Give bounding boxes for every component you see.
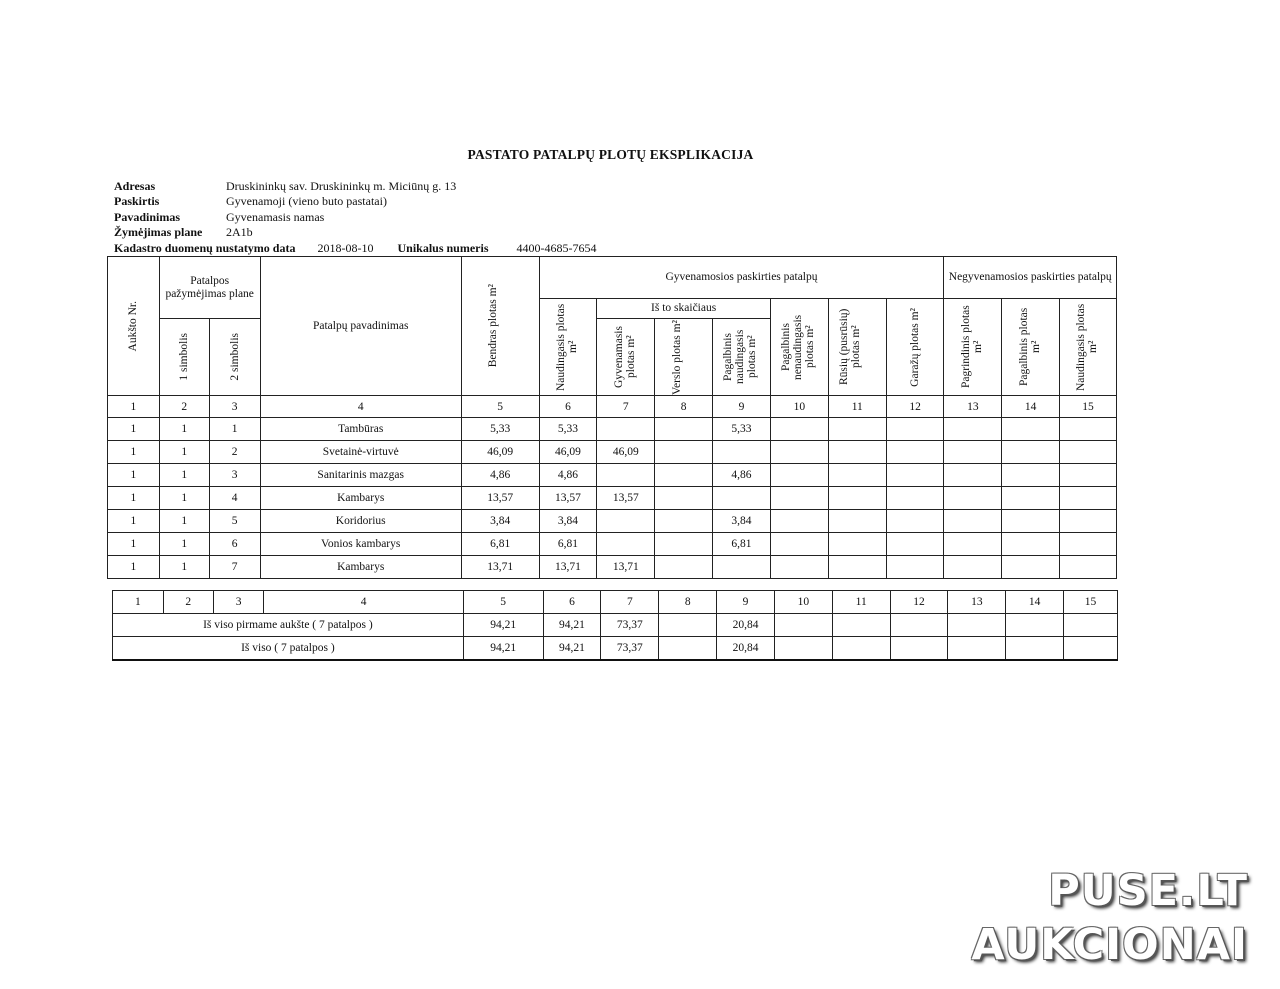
column-number: 14 bbox=[1006, 591, 1064, 614]
table-cell: Vonios kambarys bbox=[260, 533, 461, 556]
purpose-label: Paskirtis bbox=[114, 194, 160, 209]
table-cell bbox=[886, 418, 944, 441]
summary-table bbox=[112, 590, 1118, 661]
header-aux-area: Pagalbinis plotas m² bbox=[1002, 299, 1060, 396]
table-cell: 1 bbox=[108, 418, 160, 441]
summary-cell: 73,37 bbox=[601, 637, 659, 661]
table-cell bbox=[828, 487, 886, 510]
column-number: 9 bbox=[717, 591, 775, 614]
table-cell: 13,71 bbox=[539, 556, 597, 579]
name-value: Gyvenamasis namas bbox=[226, 209, 325, 224]
column-number: 3 bbox=[209, 396, 260, 418]
header-symbol-2: 2 simbolis bbox=[209, 319, 260, 396]
table-cell bbox=[1002, 510, 1060, 533]
table-cell: 4,86 bbox=[713, 464, 771, 487]
column-number: 13 bbox=[948, 591, 1006, 614]
header-room-name: Patalpų pavadinimas bbox=[260, 257, 461, 396]
summary-first-floor-row bbox=[113, 614, 1118, 637]
table-cell: Kambarys bbox=[260, 556, 461, 579]
table-row bbox=[108, 510, 1117, 533]
column-number: 14 bbox=[1002, 396, 1060, 418]
column-number: 15 bbox=[1060, 396, 1117, 418]
watermark-line-1: PUSE.LT bbox=[1048, 866, 1248, 916]
table-cell bbox=[944, 556, 1002, 579]
header-aux-useful: Pagalbinis naudingasis plotas m² bbox=[713, 319, 771, 396]
column-number-row bbox=[108, 396, 1117, 418]
table-cell: 1 bbox=[108, 487, 160, 510]
header-useful-area-2: Naudingasis plotas m² bbox=[1060, 299, 1117, 396]
table-cell: 5,33 bbox=[713, 418, 771, 441]
table-cell bbox=[597, 418, 655, 441]
summary-cell: 20,84 bbox=[717, 637, 775, 661]
summary-cell: 94,21 bbox=[543, 614, 601, 637]
column-number: 10 bbox=[774, 591, 832, 614]
header-main-area: Pagrindinis plotas m² bbox=[944, 299, 1002, 396]
table-row bbox=[108, 464, 1117, 487]
summary-cell bbox=[1064, 614, 1118, 637]
column-number: 4 bbox=[260, 396, 461, 418]
table-cell bbox=[886, 533, 944, 556]
summary-cell bbox=[1006, 614, 1064, 637]
header-garage: Garažų plotas m² bbox=[886, 299, 944, 396]
table-cell bbox=[886, 441, 944, 464]
table-cell bbox=[770, 464, 828, 487]
header-business-area: Verslo plotas m² bbox=[655, 319, 713, 396]
unique-number-label: Unikalus numeris bbox=[397, 240, 489, 255]
table-cell bbox=[655, 510, 713, 533]
table-cell: 2 bbox=[209, 441, 260, 464]
table-cell bbox=[828, 441, 886, 464]
table-cell bbox=[886, 464, 944, 487]
table-cell bbox=[597, 533, 655, 556]
table-cell: 1 bbox=[108, 510, 160, 533]
table-cell: 1 bbox=[159, 487, 209, 510]
table-cell bbox=[655, 487, 713, 510]
summary-first-floor-label: Iš viso pirmame aukšte ( 7 patalpos ) bbox=[113, 614, 464, 637]
summary-cell: 73,37 bbox=[601, 614, 659, 637]
table-cell bbox=[1002, 441, 1060, 464]
table-cell: 1 bbox=[209, 418, 260, 441]
table-cell: Tambūras bbox=[260, 418, 461, 441]
table-cell bbox=[1002, 556, 1060, 579]
summary-total-label: Iš viso ( 7 patalpos ) bbox=[113, 637, 464, 661]
column-number: 5 bbox=[461, 396, 539, 418]
column-number: 11 bbox=[828, 396, 886, 418]
table-cell bbox=[770, 487, 828, 510]
table-cell: 5,33 bbox=[461, 418, 539, 441]
table-cell: 1 bbox=[159, 418, 209, 441]
summary-cell: 94,21 bbox=[463, 614, 543, 637]
table-cell bbox=[944, 441, 1002, 464]
table-cell bbox=[597, 464, 655, 487]
column-number: 12 bbox=[886, 396, 944, 418]
column-number: 11 bbox=[832, 591, 890, 614]
table-cell: 6,81 bbox=[713, 533, 771, 556]
unique-number-value: 4400-4685-7654 bbox=[516, 240, 597, 255]
summary-cell bbox=[1006, 637, 1064, 661]
table-cell bbox=[713, 556, 771, 579]
document-title: PASTATO PATALPŲ PLOTŲ EKSPLIKACIJA bbox=[467, 147, 754, 162]
table-cell bbox=[1060, 510, 1117, 533]
header-floor-number: Aukšto Nr. bbox=[108, 257, 160, 396]
column-number: 4 bbox=[264, 591, 463, 614]
column-number: 8 bbox=[655, 396, 713, 418]
summary-cell bbox=[774, 637, 832, 661]
summary-total-row bbox=[113, 637, 1118, 661]
table-row bbox=[108, 418, 1117, 441]
table-cell bbox=[770, 441, 828, 464]
column-number: 13 bbox=[944, 396, 1002, 418]
table-cell: 3,84 bbox=[461, 510, 539, 533]
table-cell bbox=[1002, 418, 1060, 441]
table-cell: 6,81 bbox=[539, 533, 597, 556]
table-cell: Svetainė-virtuvė bbox=[260, 441, 461, 464]
table-cell: 5,33 bbox=[539, 418, 597, 441]
table-cell bbox=[1060, 464, 1117, 487]
table-cell bbox=[828, 418, 886, 441]
table-cell bbox=[770, 533, 828, 556]
table-cell: 13,57 bbox=[597, 487, 655, 510]
table-cell: 1 bbox=[108, 441, 160, 464]
summary-cell bbox=[659, 614, 717, 637]
explication-table bbox=[107, 256, 1117, 579]
table-row bbox=[108, 556, 1117, 579]
name-label: Pavadinimas bbox=[114, 209, 181, 224]
header-total-area: Bendras plotas m² bbox=[461, 257, 539, 396]
column-number: 9 bbox=[713, 396, 771, 418]
table-cell bbox=[713, 441, 771, 464]
meta-marking-row bbox=[114, 225, 597, 240]
table-cell bbox=[944, 533, 1002, 556]
table-cell: 1 bbox=[159, 556, 209, 579]
column-number: 7 bbox=[597, 396, 655, 418]
table-cell bbox=[1060, 533, 1117, 556]
table-cell bbox=[655, 464, 713, 487]
summary-cell bbox=[890, 637, 948, 661]
table-cell: 7 bbox=[209, 556, 260, 579]
meta-cadastre-row bbox=[114, 241, 597, 256]
column-number: 7 bbox=[601, 591, 659, 614]
marking-label: Žymėjimas plane bbox=[114, 225, 203, 240]
cadastre-date-value: 2018-08-10 bbox=[317, 240, 374, 255]
table-cell bbox=[1060, 418, 1117, 441]
address-label: Adresas bbox=[114, 179, 156, 193]
table-cell: 13,57 bbox=[461, 487, 539, 510]
column-number: 1 bbox=[108, 396, 160, 418]
table-cell: 4 bbox=[209, 487, 260, 510]
header-residential: Gyvenamosios paskirties patalpų bbox=[539, 257, 944, 299]
summary-cell bbox=[948, 614, 1006, 637]
table-cell: 1 bbox=[108, 556, 160, 579]
table-row bbox=[108, 441, 1117, 464]
table-cell bbox=[655, 441, 713, 464]
table-cell bbox=[944, 487, 1002, 510]
table-cell: 3,84 bbox=[539, 510, 597, 533]
column-number: 8 bbox=[659, 591, 717, 614]
table-cell bbox=[1002, 464, 1060, 487]
table-cell bbox=[1060, 487, 1117, 510]
column-number: 5 bbox=[463, 591, 543, 614]
cadastre-date-label: Kadastro duomenų nustatymo data bbox=[114, 240, 296, 255]
summary-cell bbox=[890, 614, 948, 637]
header-basement: Rūsių (pusrūsių) plotas m² bbox=[828, 299, 886, 396]
header-room-marking: Patalpos pažymėjimas plane bbox=[159, 257, 260, 319]
meta-purpose-row bbox=[114, 194, 597, 209]
table-cell bbox=[770, 510, 828, 533]
table-cell: 3 bbox=[209, 464, 260, 487]
summary-column-number-row bbox=[113, 591, 1118, 614]
table-cell: 1 bbox=[159, 441, 209, 464]
column-number: 15 bbox=[1064, 591, 1118, 614]
table-cell: 13,57 bbox=[539, 487, 597, 510]
table-cell: 1 bbox=[108, 464, 160, 487]
table-cell bbox=[1002, 487, 1060, 510]
table-cell: 4,86 bbox=[461, 464, 539, 487]
table-cell bbox=[655, 556, 713, 579]
column-number: 3 bbox=[213, 591, 264, 614]
table-cell: Kambarys bbox=[260, 487, 461, 510]
table-cell bbox=[828, 556, 886, 579]
summary-cell bbox=[832, 637, 890, 661]
document-metadata bbox=[114, 179, 597, 256]
table-cell: 6,81 bbox=[461, 533, 539, 556]
column-number: 10 bbox=[770, 396, 828, 418]
header-symbol-1: 1 simbolis bbox=[159, 319, 209, 396]
table-cell bbox=[1060, 441, 1117, 464]
column-number: 6 bbox=[543, 591, 601, 614]
table-cell bbox=[655, 418, 713, 441]
table-cell bbox=[770, 418, 828, 441]
table-row bbox=[108, 533, 1117, 556]
watermark-line-2: AUKCIONAI bbox=[971, 920, 1248, 970]
table-cell bbox=[886, 510, 944, 533]
table-cell bbox=[944, 510, 1002, 533]
table-cell: 46,09 bbox=[597, 441, 655, 464]
header-aux-non-useful: Pagalbinis nenaudingasis plotas m² bbox=[770, 299, 828, 396]
table-cell bbox=[655, 533, 713, 556]
table-row bbox=[108, 487, 1117, 510]
table-cell bbox=[713, 487, 771, 510]
table-cell: 46,09 bbox=[461, 441, 539, 464]
header-of-which: Iš to skaičiaus bbox=[597, 299, 771, 319]
table-cell: 46,09 bbox=[539, 441, 597, 464]
table-cell bbox=[828, 533, 886, 556]
table-cell bbox=[886, 487, 944, 510]
column-number: 2 bbox=[163, 591, 213, 614]
summary-cell bbox=[659, 637, 717, 661]
table-cell: 6 bbox=[209, 533, 260, 556]
header-useful-area: Naudingasis plotas m² bbox=[539, 299, 597, 396]
table-cell: 1 bbox=[108, 533, 160, 556]
table-cell: 1 bbox=[159, 464, 209, 487]
table-cell: Koridorius bbox=[260, 510, 461, 533]
summary-cell bbox=[774, 614, 832, 637]
column-number: 6 bbox=[539, 396, 597, 418]
table-cell: 1 bbox=[159, 510, 209, 533]
summary-cell bbox=[1064, 637, 1118, 661]
table-cell bbox=[828, 464, 886, 487]
table-cell: 5 bbox=[209, 510, 260, 533]
summary-cell bbox=[948, 637, 1006, 661]
summary-cell: 20,84 bbox=[717, 614, 775, 637]
summary-cell bbox=[832, 614, 890, 637]
marking-value: 2A1b bbox=[226, 225, 253, 240]
purpose-value: Gyvenamoji (vieno buto pastatai) bbox=[226, 194, 387, 209]
header-living-area: Gyvenamasis plotas m² bbox=[597, 319, 655, 396]
table-cell: 13,71 bbox=[597, 556, 655, 579]
table-cell bbox=[597, 510, 655, 533]
address-value: Druskininkų sav. Druskininkų m. Miciūnų g. 13 bbox=[226, 179, 457, 193]
table-cell: 3,84 bbox=[713, 510, 771, 533]
table-cell: 4,86 bbox=[539, 464, 597, 487]
summary-cell: 94,21 bbox=[543, 637, 601, 661]
table-cell bbox=[1002, 533, 1060, 556]
table-cell bbox=[886, 556, 944, 579]
summary-cell: 94,21 bbox=[463, 637, 543, 661]
meta-address-row bbox=[114, 179, 597, 194]
table-cell: 1 bbox=[159, 533, 209, 556]
table-cell bbox=[828, 510, 886, 533]
column-number: 12 bbox=[890, 591, 948, 614]
table-cell bbox=[770, 556, 828, 579]
column-number: 1 bbox=[113, 591, 164, 614]
header-non-residential: Negyvenamosios paskirties patalpų bbox=[944, 257, 1117, 299]
meta-name-row bbox=[114, 210, 597, 225]
table-cell bbox=[944, 418, 1002, 441]
table-cell: 13,71 bbox=[461, 556, 539, 579]
table-cell bbox=[944, 464, 1002, 487]
table-cell: Sanitarinis mazgas bbox=[260, 464, 461, 487]
table-cell bbox=[1060, 556, 1117, 579]
column-number: 2 bbox=[159, 396, 209, 418]
